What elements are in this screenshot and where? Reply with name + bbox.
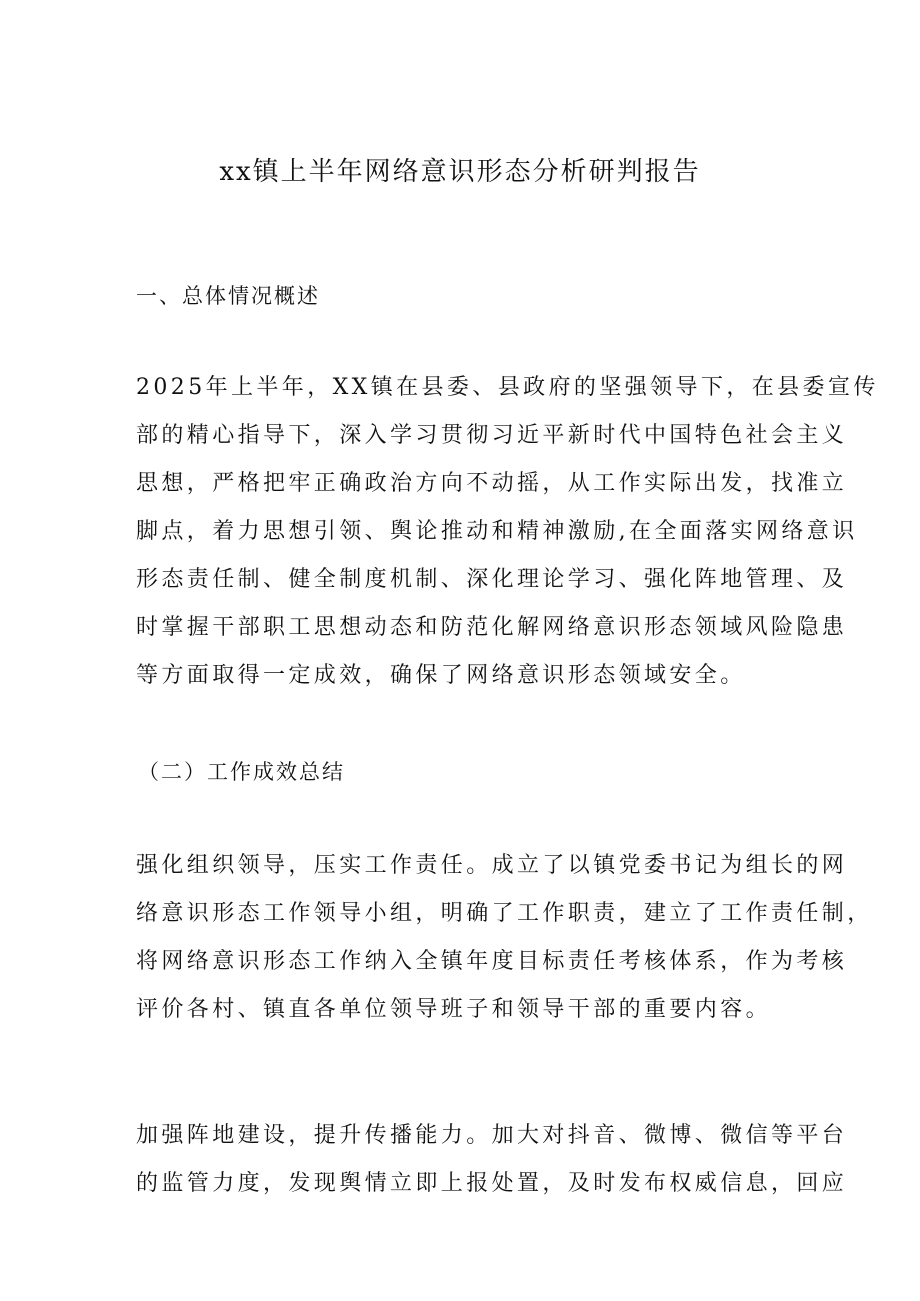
paragraph-line: 时掌握干部职工思想动态和防范化解网络意识形态领域风险隐患: [136, 615, 848, 640]
paragraph-line: 部的精心指导下，深入学习贯彻习近平新时代中国特色社会主义: [136, 423, 848, 448]
section-heading-overview: 一、总体情况概述: [136, 284, 320, 308]
paragraph-line: 将网络意识形态工作纳入全镇年度目标责任考核体系，作为考核: [136, 949, 848, 974]
paragraph-line: 等方面取得一定成效，确保了网络意识形态领域安全。: [136, 663, 746, 688]
paragraph-line: 形态责任制、健全制度机制、深化理论学习、强化阵地管理、及: [136, 567, 848, 592]
paragraph-line: 强化组织领导，压实工作责任。成立了以镇党委书记为组长的网: [136, 853, 848, 878]
paragraph-line: 2025年上半年，XX镇在县委、县政府的坚强领导下，在县委宣传: [136, 375, 879, 400]
paragraph-line: 脚点，着力思想引领、舆论推动和精神激励,在全面落实网络意识: [136, 519, 858, 544]
paragraph-line: 的监管力度，发现舆情立即上报处置，及时发布权威信息，回应: [136, 1171, 848, 1196]
paragraph-line: 评价各村、镇直各单位领导班子和领导干部的重要内容。: [136, 997, 772, 1022]
paragraph-overview: [136, 364, 879, 700]
paragraph-line: 思想，严格把牢正确政治方向不动摇，从工作实际出发，找准立: [136, 471, 848, 496]
paragraph-line: 加强阵地建设，提升传播能力。加大对抖音、微博、微信等平台: [136, 1123, 848, 1148]
paragraph-line: 络意识形态工作领导小组，明确了工作职责，建立了工作责任制，: [136, 901, 873, 926]
document-title: xx镇上半年网络意识形态分析研判报告: [219, 157, 701, 187]
paragraph-organization: [136, 842, 873, 1034]
paragraph-platform: [136, 1112, 848, 1208]
section-heading-achievements: （二）工作成效总结: [138, 760, 345, 784]
